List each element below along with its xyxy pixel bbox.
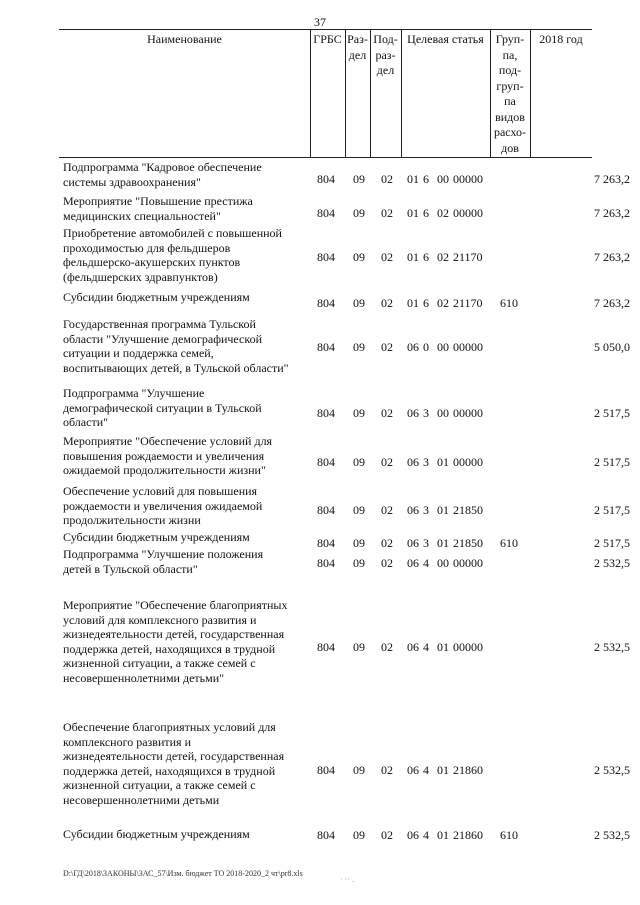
target-subprogram-cell: 4 [423,763,429,777]
podrazdel-cell: 02 [381,503,393,517]
target-direction-cell: 21170 [453,250,483,264]
target-subprogram-cell: 3 [423,503,429,517]
razdel-cell: 09 [353,296,365,310]
target-measure-cell: 00 [437,172,449,186]
podrazdel-cell: 02 [381,296,393,310]
header-divider [401,30,402,157]
razdel-cell: 09 [353,455,365,469]
amount-cell: 7 263,2 [594,172,630,186]
target-measure-cell: 01 [437,455,449,469]
grbs-cell: 804 [317,828,335,842]
amount-cell: 7 263,2 [594,296,630,310]
target-subprogram-cell: 3 [423,406,429,420]
row-name-line: воспитывающих детей, в Тульской области" [63,360,289,375]
target-measure-cell: 02 [437,296,449,310]
expense-group-cell: 610 [500,828,518,842]
grbs-cell: 804 [317,763,335,777]
row-name-line: проходимостью для фельдшеров [63,240,231,255]
row-name-line: области "Улучшение демографической [63,331,263,346]
target-program-cell: 06 [407,556,419,570]
row-name-line: жизнедеятельности детей, государственная [63,749,285,764]
razdel-cell: 09 [353,250,365,264]
row-name-line: Субсидии бюджетным учреждениям [63,290,250,304]
razdel-cell: 09 [353,406,365,420]
target-subprogram-cell: 6 [423,250,429,264]
target-measure-cell: 00 [437,406,449,420]
row-name [63,226,309,284]
header-target-article: Целевая статья [407,32,484,46]
target-program-cell: 06 [407,455,419,469]
row-name-line: ожидаемой продолжительности жизни" [63,463,266,478]
row-name [63,530,309,545]
podrazdel-cell: 02 [381,172,393,186]
razdel-cell: 09 [353,763,365,777]
row-name-line: комплексного развития и [63,734,191,749]
target-measure-cell: 01 [437,763,449,777]
row-name [63,827,309,842]
target-program-cell: 06 [407,828,419,842]
target-measure-cell: 00 [437,556,449,570]
row-name-line: повышения рождаемости и увеличения [63,448,265,463]
amount-cell: 2 532,5 [594,556,630,570]
target-program-cell: 01 [407,250,419,264]
row-name-line: Приобретение автомобилей с повышенной [63,226,282,240]
target-measure-cell: 01 [437,503,449,517]
header-podrazdel: Под- раз- дел [373,32,398,77]
row-name-line: фельдшерско-акушерских пунктов [63,255,241,270]
target-direction-cell: 00000 [453,172,483,186]
row-name-line: условий для комплексного развития и [63,612,257,627]
podrazdel-cell: 02 [381,406,393,420]
target-program-cell: 06 [407,503,419,517]
row-name-line: (фельдшерских здравпунктов) [63,269,218,284]
amount-cell: 2 517,5 [594,503,630,517]
target-program-cell: 06 [407,340,419,354]
grbs-cell: 804 [317,172,335,186]
expense-group-cell: 610 [500,536,518,550]
grbs-cell: 804 [317,455,335,469]
row-name [63,547,309,576]
grbs-cell: 804 [317,340,335,354]
header-name: Наименование [147,32,222,46]
row-name-line: медицинских специальностей" [63,208,221,223]
podrazdel-cell: 02 [381,640,393,654]
target-subprogram-cell: 6 [423,206,429,220]
page-number: 37 [314,15,326,29]
podrazdel-cell: 02 [381,828,393,842]
podrazdel-cell: 02 [381,455,393,469]
grbs-cell: 804 [317,503,335,517]
razdel-cell: 09 [353,556,365,570]
header-divider [310,30,311,157]
amount-cell: 5 050,0 [594,340,630,354]
row-name-line: Подпрограмма "Кадровое обеспечение [63,160,262,174]
podrazdel-cell: 02 [381,536,393,550]
header-grbs: ГРБС [313,32,342,46]
podrazdel-cell: 02 [381,206,393,220]
amount-cell: 7 263,2 [594,206,630,220]
grbs-cell: 804 [317,250,335,264]
target-subprogram-cell: 4 [423,828,429,842]
row-name-line: детей в Тульской области" [63,561,198,576]
amount-cell: 7 263,2 [594,250,630,264]
podrazdel-cell: 02 [381,340,393,354]
razdel-cell: 09 [353,172,365,186]
razdel-cell: 09 [353,340,365,354]
row-name [63,290,309,305]
table-header [59,29,592,158]
row-name-line: Подпрограмма "Улучшение [63,386,205,400]
podrazdel-cell: 02 [381,763,393,777]
razdel-cell: 09 [353,503,365,517]
amount-cell: 2 517,5 [594,455,630,469]
razdel-cell: 09 [353,536,365,550]
target-direction-cell: 00000 [453,455,483,469]
target-direction-cell: 21860 [453,828,483,842]
target-program-cell: 06 [407,536,419,550]
row-name-line: поддержка детей, находящихся в трудной [63,641,276,656]
row-name-line: поддержка детей, находящихся в трудной [63,763,276,778]
row-name-line: несовершеннолетними детьми" [63,670,225,685]
row-name [63,386,309,430]
podrazdel-cell: 02 [381,250,393,264]
target-program-cell: 06 [407,763,419,777]
target-measure-cell: 02 [437,206,449,220]
row-name-line: Мероприятие "Повышение престижа [63,194,253,208]
row-name [63,434,309,478]
amount-cell: 2 532,5 [594,763,630,777]
target-program-cell: 06 [407,406,419,420]
row-name-line: Субсидии бюджетным учреждениям [63,827,250,841]
podrazdel-cell: 02 [381,556,393,570]
target-direction-cell: 00000 [453,556,483,570]
target-direction-cell: 21850 [453,503,483,517]
grbs-cell: 804 [317,556,335,570]
target-direction-cell: 00000 [453,340,483,354]
row-name-line: жизненной ситуации, а также семей с [63,778,256,793]
razdel-cell: 09 [353,640,365,654]
target-measure-cell: 00 [437,340,449,354]
amount-cell: 2 532,5 [594,640,630,654]
header-divider [530,30,531,157]
grbs-cell: 804 [317,640,335,654]
target-direction-cell: 00000 [453,640,483,654]
row-name [63,720,309,808]
target-measure-cell: 01 [437,640,449,654]
header-expense-group: Груп- па, под- груп- па видов расхо- дов [493,32,527,155]
row-name [63,194,309,223]
target-subprogram-cell: 3 [423,536,429,550]
row-name-line: демографической ситуации в Тульской [63,400,262,415]
grbs-cell: 804 [317,406,335,420]
row-name [63,317,309,375]
row-name-line: рождаемости и увеличения ожидаемой [63,498,263,513]
row-name-line: области" [63,415,109,430]
target-subprogram-cell: 4 [423,640,429,654]
grbs-cell: 804 [317,296,335,310]
target-program-cell: 01 [407,172,419,186]
row-name-line: несовершеннолетними детьми [63,792,220,807]
target-subprogram-cell: 6 [423,296,429,310]
grbs-cell: 804 [317,536,335,550]
grbs-cell: 804 [317,206,335,220]
row-name [63,160,309,189]
target-subprogram-cell: 0 [423,340,429,354]
target-subprogram-cell: 3 [423,455,429,469]
row-name [63,484,309,528]
target-direction-cell: 21850 [453,536,483,550]
target-direction-cell: 21860 [453,763,483,777]
row-name-line: Субсидии бюджетным учреждениям [63,530,250,544]
target-program-cell: 06 [407,640,419,654]
target-measure-cell: 01 [437,828,449,842]
target-direction-cell: 21170 [453,296,483,310]
row-name-line: жизненной ситуации, а также семей с [63,656,256,671]
row-name-line: Мероприятие "Обеспечение благоприятных [63,598,288,612]
target-program-cell: 01 [407,206,419,220]
row-name-line: Мероприятие "Обеспечение условий для [63,434,273,448]
header-razdel: Раз- дел [347,32,368,62]
amount-cell: 2 517,5 [594,406,630,420]
row-name [63,598,309,686]
header-year: 2018 год [539,32,583,46]
row-name-line: Обеспечение условий для повышения [63,484,258,498]
target-measure-cell: 01 [437,536,449,550]
razdel-cell: 09 [353,828,365,842]
file-path-footer: D:\ГД\2018\ЗАКОНЫ\ЗАС_57\Изм. бюджет ТО 2018-2020_2 чт\pr8.xls [63,869,303,878]
target-direction-cell: 00000 [453,206,483,220]
target-subprogram-cell: 6 [423,172,429,186]
expense-group-cell: 610 [500,296,518,310]
row-name-line: Государственная программа Тульской [63,317,256,331]
amount-cell: 2 532,5 [594,828,630,842]
row-name-line: продолжительности жизни [63,513,201,528]
razdel-cell: 09 [353,206,365,220]
target-measure-cell: 02 [437,250,449,264]
amount-cell: 2 517,5 [594,536,630,550]
target-direction-cell: 00000 [453,406,483,420]
row-name-line: жизнедеятельности детей, государственная [63,627,285,642]
target-program-cell: 01 [407,296,419,310]
scan-artifact: · ·· . [340,875,354,884]
row-name-line: Обеспечение благоприятных условий для [63,720,276,734]
target-subprogram-cell: 4 [423,556,429,570]
row-name-line: ситуации и поддержка семей, [63,346,214,361]
row-name-line: системы здравоохранения" [63,174,201,189]
row-name-line: Подпрограмма "Улучшение положения [63,547,264,561]
